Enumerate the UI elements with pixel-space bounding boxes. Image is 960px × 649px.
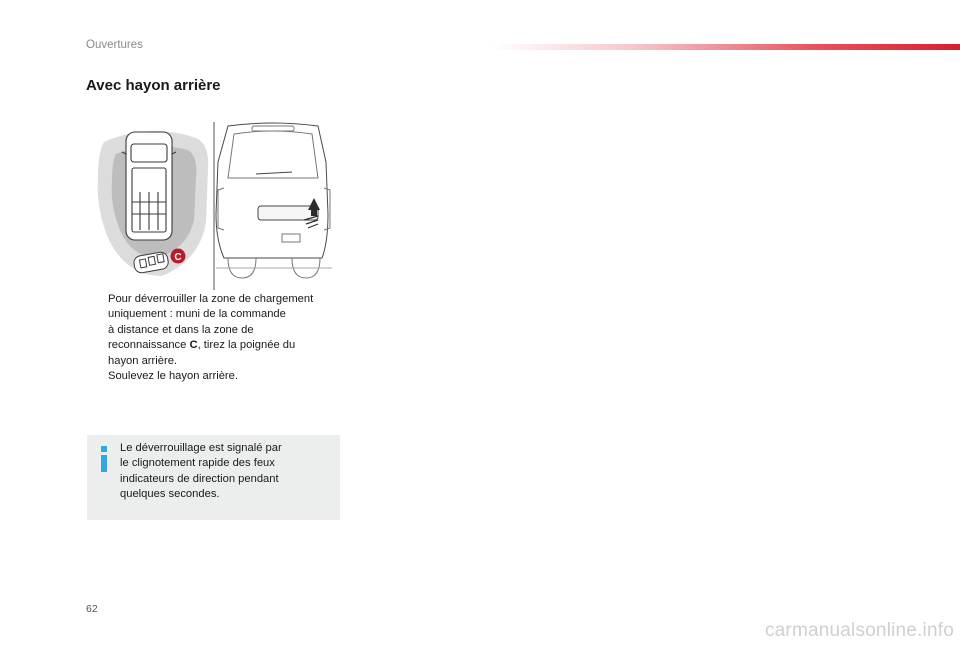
tailgate-illustration (92, 118, 338, 290)
header-rule (490, 44, 960, 50)
section-label: Ouvertures (86, 39, 143, 51)
watermark: carmanualsonline.info (764, 620, 954, 641)
step-line: uniquement : muni de la commande (108, 308, 286, 321)
step-line: reconnaissance C, tirez la poignée du (108, 339, 296, 352)
step-line: à distance et dans la zone de (108, 323, 254, 336)
van-top-view (122, 132, 176, 240)
info-text: Le déverrouillage est signalé par le clignotement rapide des feux indicateurs de direction pendant quelques secondes. (120, 442, 282, 501)
info-icon (98, 446, 110, 472)
page-number: 62 (86, 603, 98, 615)
instruction-list (87, 292, 347, 384)
step-line: Pour déverrouiller la zone de chargement (108, 293, 314, 305)
callout-c-label: C (174, 252, 182, 263)
page-title: Avec hayon arrière (86, 77, 221, 94)
callout-reference: C (189, 339, 198, 352)
step-line: hayon arrière. (108, 354, 178, 367)
instruction-step (87, 369, 347, 384)
instruction-step (87, 292, 347, 369)
step-line: Soulevez le hayon arrière. (108, 370, 238, 383)
info-note (87, 435, 340, 520)
